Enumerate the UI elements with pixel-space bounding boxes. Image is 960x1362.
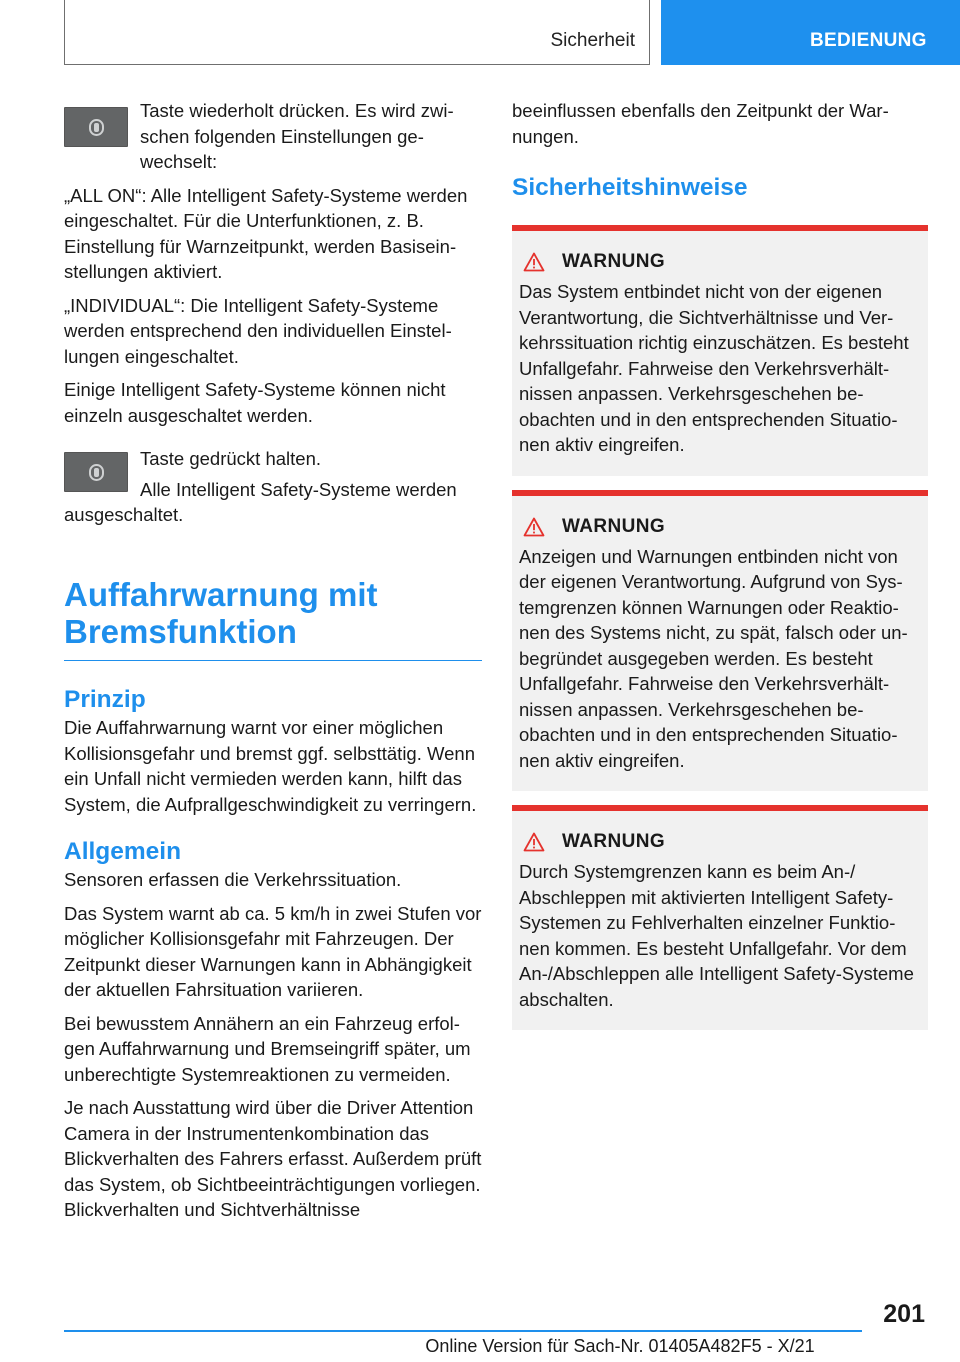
paragraph-hold-button: Taste gedrückt halten. — [140, 448, 321, 469]
paragraph-all-on: „ALL ON“: Alle Intelligent Safety-Systeme werden eingeschaltet. Für die Unterfunktionen, z. B. Einstellung für Warnzeitpunkt, werden Basiseinstellungen aktiviert. — [64, 184, 468, 282]
warning-triangle-icon — [523, 517, 545, 537]
header-section-title: Sicherheit — [550, 30, 635, 51]
warning-label: WARNUNG — [562, 831, 666, 852]
warning-text: Anzeigen und Warnungen entbinden nicht von der eigenen Verantwortung. Aufgrund von Systemgrenzen können Warnungen oder Reaktionen des Systems nicht, zu spät, falsch oder unbegründet ausgegeben werden. Es besteht Unfallgefahr. Fahrweise den Verkehrsverhältnissen anpassen. Verkehrsgeschehen beobachten und in den entsprechenden Situationen aktiv eingreifen. — [519, 545, 908, 771]
paragraph-principle: Die Auffahrwarnung warnt vor einer möglichen Kollisionsgefahr und bremst ggf. selbsttätig. Wenn ein Unfall nicht vermieden werden kann, hilft das System, die Aufprallgeschwindigkeit zu verringern. — [64, 717, 477, 815]
intelligent-safety-button-icon — [64, 107, 128, 147]
paragraph-driver-camera: Je nach Ausstattung wird über die Driver Attention Camera in der Instrumentenkombination das Blickverhalten des Fahrers erfasst. Außerdem prüft das System, ob Sichtbeeinträchtigungen vorliegen. Blickverhalten und Sichtverhältnisse — [64, 1097, 482, 1220]
paragraph-warning-stages: Das System warnt ab ca. 5 km/h in zwei Stufen vor möglicher Kollisionsgefahr mit Fahrzeugen. Der Zeitpunkt dieser Warnungen kann in Abhängigkeit der aktuellen Fahrsituation variieren. — [64, 902, 482, 1000]
warning-box — [512, 805, 928, 1030]
warning-box — [512, 225, 928, 476]
right-column — [512, 98, 928, 1030]
paragraph-all-off: Alle Intelligent Safety-Systeme werden ausgeschaltet. — [64, 478, 457, 525]
paragraph-approach: Bei bewusstem Annähern an ein Fahrzeug erfolgen Auffahrwarnung und Bremseingriff später, um unberechtigte Systemreaktionen zu vermeiden. — [64, 1012, 471, 1085]
page-number: 201 — [883, 1300, 925, 1328]
warning-text: Durch Systemgrenzen kann es beim An-/ Abschleppen mit aktivierten Intelligent Safety-Systemen zu Fehlverhalten einzelner Funktionen kommen. Es besteht Unfallgefahr. Vor dem An-/Abschleppen alle Intelligent Safety-Systeme abschalten. — [519, 861, 914, 1010]
header-section-box — [64, 0, 650, 65]
header-chapter-tab — [661, 0, 960, 65]
footer-rule — [64, 1330, 862, 1332]
paragraph-press-again: Taste wiederholt drücken. Es wird zwischen folgenden Einstellungen gewechselt: — [140, 100, 454, 172]
subheading-general: Allgemein — [64, 838, 182, 865]
intelligent-safety-button-icon — [64, 452, 128, 492]
paragraph-individual: „INDIVIDUAL“: Die Intelligent Safety-Systeme werden entsprechend den individuellen Einstellungen eingeschaltet. — [64, 294, 452, 367]
warning-label: WARNUNG — [562, 515, 666, 537]
left-column — [64, 98, 482, 1231]
warning-text: Das System entbindet nicht von der eigenen Verantwortung, die Sichtverhältnisse und Verkehrssituation richtig einzuschätzen. Es besteht Unfallgefahr. Fahrweise den Verkehrsverhältnissen anpassen. Verkehrsgeschehen beobachten und in den entsprechenden Situationen aktiv eingreifen. — [519, 281, 909, 455]
subheading-safety-notes: Sicherheitshinweise — [512, 174, 748, 201]
warning-triangle-icon — [523, 252, 545, 272]
paragraph-sensors: Sensoren erfassen die Verkehrssituation. — [64, 869, 402, 890]
warning-triangle-icon — [523, 832, 545, 852]
paragraph-not-switchable: Einige Intelligent Safety-Systeme können nicht einzeln ausgeschaltet werden. — [64, 379, 446, 426]
section-heading: Auffahrwarnung mit Bremsfunktion — [64, 575, 378, 650]
warning-label: WARNUNG — [562, 251, 666, 272]
heading-rule — [64, 660, 482, 662]
paragraph-continuation: beeinflussen ebenfalls den Zeitpunkt der Warnungen. — [512, 100, 889, 147]
warning-box — [512, 490, 928, 792]
header-chapter-label: BEDIENUNG — [810, 30, 927, 51]
footer-text: Online Version für Sach-Nr. 01405A482F5 - X/21 — [425, 1336, 815, 1356]
subheading-principle: Prinzip — [64, 686, 146, 713]
